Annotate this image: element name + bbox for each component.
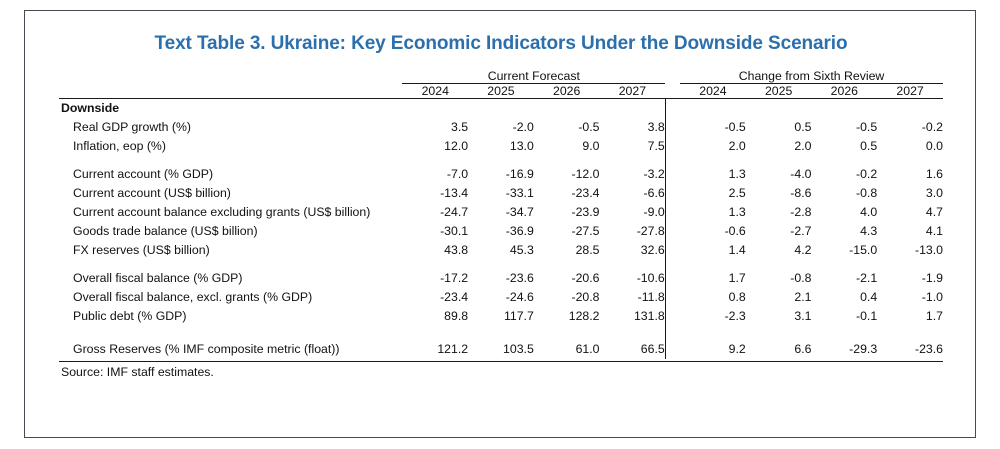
cell-forecast-2027: 131.8 (633, 309, 665, 323)
cell-change-2027: -0.2 (921, 120, 943, 134)
row-label: Overall fiscal balance, excl. grants (% GDP) (73, 290, 313, 304)
row-spacer (59, 260, 943, 269)
cell-change-2026: -2.1 (855, 271, 878, 285)
cell-change-2027: -13.0 (914, 243, 943, 257)
cell-change-2024: -2.3 (724, 309, 746, 323)
cell-change-2025: -4.0 (790, 167, 812, 181)
col-header-forecast-2025: 2025 (468, 84, 534, 99)
cell-forecast-2025: -2.0 (512, 120, 534, 134)
row-label: Real GDP growth (%) (73, 120, 191, 134)
cell-change-2024: 2.5 (728, 186, 746, 200)
column-group-header-row (59, 67, 943, 84)
col-header-change-2024: 2024 (680, 84, 746, 99)
cell-change-2025: 4.2 (794, 243, 812, 257)
cell-change-2025: -2.7 (790, 224, 812, 238)
cell-forecast-2026: -12.0 (571, 167, 600, 181)
row-spacer (59, 326, 943, 340)
col-header-change-2025: 2025 (746, 84, 812, 99)
cell-forecast-2026: 9.0 (582, 139, 600, 153)
cell-change-2026: -0.8 (855, 186, 878, 200)
cell-forecast-2025: -34.7 (505, 205, 534, 219)
cell-change-2024: -0.5 (724, 120, 746, 134)
cell-change-2026: -0.1 (855, 309, 878, 323)
vertical-divider (665, 288, 680, 307)
cell-forecast-2027: -10.6 (636, 271, 665, 285)
col-header-change-2027: 2027 (877, 84, 943, 99)
cell-change-2025: 6.6 (794, 342, 812, 356)
row-label: Current account (US$ billion) (73, 186, 231, 200)
page-title: Text Table 3. Ukraine: Key Economic Indicators Under the Downside Scenario (154, 33, 848, 54)
vertical-divider (665, 260, 680, 269)
table-container (59, 25, 943, 379)
cell-forecast-2025: 13.0 (509, 139, 534, 153)
group-gap (665, 67, 680, 84)
col-header-change-2026: 2026 (811, 84, 877, 99)
vertical-divider (665, 184, 680, 203)
col-header-forecast-2027: 2027 (600, 84, 666, 99)
cell-change-2027: -23.6 (914, 342, 943, 356)
cell-forecast-2025: -16.9 (505, 167, 534, 181)
table-row (59, 288, 943, 307)
source-note: Source: IMF staff estimates. (59, 361, 943, 379)
table-row (59, 241, 943, 260)
cell-forecast-2025: 45.3 (509, 243, 534, 257)
cell-forecast-2024: -7.0 (446, 167, 469, 181)
cell-forecast-2027: -3.2 (643, 167, 665, 181)
cell-forecast-2024: -23.4 (440, 290, 469, 304)
cell-forecast-2026: -20.6 (571, 271, 600, 285)
year-header-row (59, 84, 943, 99)
cell-forecast-2025: -36.9 (505, 224, 534, 238)
cell-forecast-2027: 32.6 (640, 243, 665, 257)
cell-change-2027: 1.7 (925, 309, 943, 323)
cell-change-2027: 4.7 (925, 205, 943, 219)
cell-forecast-2027: 7.5 (647, 139, 665, 153)
cell-change-2025: -2.8 (790, 205, 812, 219)
cell-change-2026: -29.3 (849, 342, 878, 356)
table-row (59, 307, 943, 326)
row-label: Goods trade balance (US$ billion) (73, 224, 258, 238)
cell-change-2025: 3.1 (794, 309, 812, 323)
cell-forecast-2025: 103.5 (503, 342, 534, 356)
cell-forecast-2026: -20.8 (571, 290, 600, 304)
year-header-label-cell (59, 84, 402, 99)
cell-forecast-2026: -0.5 (578, 120, 600, 134)
cell-forecast-2024: -17.2 (440, 271, 469, 285)
vertical-divider (665, 326, 680, 340)
table-row (59, 184, 943, 203)
cell-forecast-2027: -6.6 (643, 186, 665, 200)
cell-change-2024: 1.3 (728, 205, 746, 219)
vertical-divider (665, 307, 680, 326)
table-row (59, 118, 943, 137)
cell-change-2026: 4.0 (860, 205, 878, 219)
row-label: Public debt (% GDP) (73, 309, 187, 323)
cell-forecast-2024: -30.1 (440, 224, 469, 238)
cell-change-2026: 4.3 (860, 224, 878, 238)
col-header-forecast-2026: 2026 (534, 84, 600, 99)
empty-corner (59, 67, 402, 84)
cell-change-2027: -1.0 (921, 290, 943, 304)
cell-change-2024: 1.7 (728, 271, 746, 285)
cell-forecast-2024: -24.7 (440, 205, 469, 219)
row-label: Overall fiscal balance (% GDP) (73, 271, 243, 285)
cell-change-2025: -0.8 (790, 271, 812, 285)
row-spacer (59, 156, 943, 165)
cell-forecast-2027: -27.8 (636, 224, 665, 238)
cell-forecast-2027: -9.0 (643, 205, 665, 219)
group-header-current-forecast: Current Forecast (402, 67, 665, 84)
row-label: Current account (% GDP) (73, 167, 214, 181)
cell-forecast-2027: 66.5 (640, 342, 665, 356)
cell-forecast-2026: -23.9 (571, 205, 600, 219)
cell-forecast-2025: -23.6 (505, 271, 534, 285)
cell-change-2024: 0.8 (728, 290, 746, 304)
year-header-gap (665, 84, 680, 99)
cell-change-2024: 1.3 (728, 167, 746, 181)
table-row (59, 269, 943, 288)
cell-forecast-2025: -24.6 (505, 290, 534, 304)
cell-forecast-2025: -33.1 (505, 186, 534, 200)
cell-change-2026: 0.4 (860, 290, 878, 304)
cell-change-2027: 0.0 (925, 139, 943, 153)
table-row (59, 203, 943, 222)
cell-forecast-2026: 128.2 (568, 309, 600, 323)
cell-change-2024: 2.0 (728, 139, 746, 153)
col-header-forecast-2024: 2024 (402, 84, 468, 99)
cell-forecast-2024: 121.2 (437, 342, 469, 356)
section-header-downside: Downside (61, 101, 120, 115)
section-header-row (59, 99, 943, 119)
cell-change-2026: -0.5 (855, 120, 878, 134)
cell-change-2024: -0.6 (724, 224, 746, 238)
table-row (59, 137, 943, 156)
cell-forecast-2026: -27.5 (571, 224, 600, 238)
vertical-divider (665, 222, 680, 241)
cell-change-2025: -8.6 (790, 186, 812, 200)
cell-change-2027: -1.9 (921, 271, 943, 285)
group-header-change-sixth-review: Change from Sixth Review (680, 67, 943, 84)
row-label: FX reserves (US$ billion) (73, 243, 210, 257)
vertical-divider (665, 241, 680, 260)
vertical-divider (665, 203, 680, 222)
cell-change-2027: 1.6 (925, 167, 943, 181)
cell-change-2026: 0.5 (860, 139, 878, 153)
cell-change-2025: 0.5 (794, 120, 812, 134)
cell-forecast-2024: 43.8 (444, 243, 469, 257)
cell-forecast-2024: 12.0 (444, 139, 469, 153)
vertical-divider (665, 137, 680, 156)
cell-forecast-2024: -13.4 (440, 186, 469, 200)
vertical-divider (665, 156, 680, 165)
cell-change-2024: 1.4 (728, 243, 746, 257)
cell-forecast-2025: 117.7 (503, 309, 534, 323)
table-frame (24, 10, 976, 438)
cell-change-2025: 2.1 (794, 290, 812, 304)
indicators-table (59, 67, 943, 359)
cell-change-2027: 3.0 (925, 186, 943, 200)
vertical-divider (665, 269, 680, 288)
cell-change-2026: -15.0 (849, 243, 878, 257)
source-note-container (59, 361, 943, 379)
table-row (59, 165, 943, 184)
vertical-divider (665, 165, 680, 184)
cell-change-2025: 2.0 (794, 139, 812, 153)
cell-forecast-2026: 28.5 (575, 243, 600, 257)
vertical-divider (665, 340, 680, 359)
row-label: Current account balance excluding grants (US$ billion) (73, 205, 371, 219)
cell-change-2027: 4.1 (925, 224, 943, 238)
cell-forecast-2027: -11.8 (637, 290, 665, 304)
vertical-divider (665, 99, 680, 119)
cell-forecast-2024: 3.5 (451, 120, 469, 134)
cell-forecast-2026: 61.0 (575, 342, 600, 356)
vertical-divider (665, 118, 680, 137)
row-label: Inflation, eop (%) (73, 139, 166, 153)
cell-forecast-2024: 89.8 (444, 309, 469, 323)
cell-change-2024: 9.2 (728, 342, 746, 356)
row-label: Gross Reserves (% IMF composite metric (float)) (73, 342, 340, 356)
cell-change-2026: -0.2 (855, 167, 878, 181)
cell-forecast-2027: 3.8 (647, 120, 665, 134)
table-row (59, 222, 943, 241)
cell-forecast-2026: -23.4 (571, 186, 600, 200)
table-row (59, 340, 943, 359)
